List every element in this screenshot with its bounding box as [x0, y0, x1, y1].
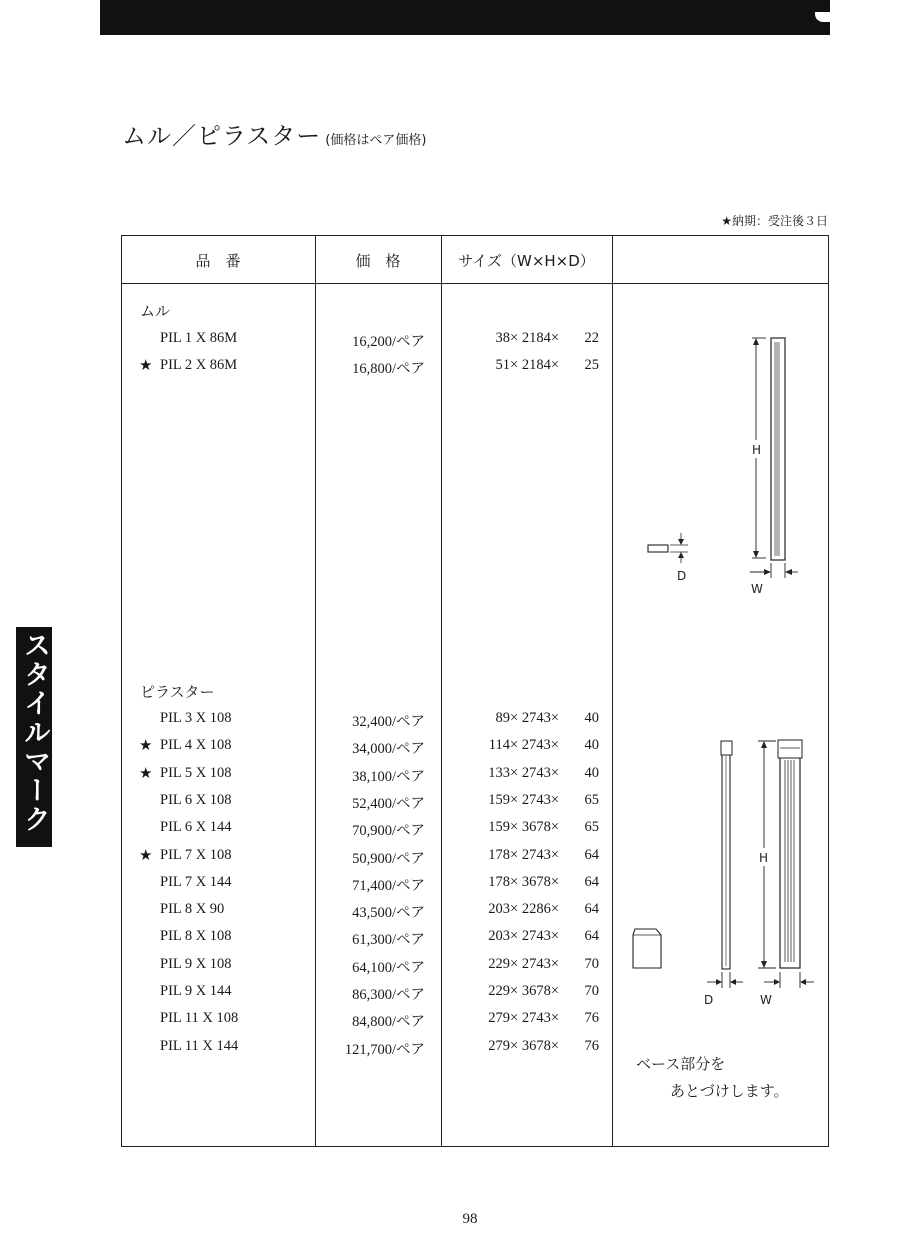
row-size-wh: 203× 2286× — [488, 901, 559, 918]
row-price: 50,900/ペア — [352, 850, 425, 867]
row-size-wh: 114× 2743× — [488, 737, 559, 754]
row-size-d: 64 — [584, 928, 599, 945]
table-row — [121, 927, 611, 954]
row-price: 71,400/ペア — [352, 877, 425, 894]
side-tab-label: スタイルマーク — [19, 631, 50, 834]
table-row — [121, 736, 611, 763]
row-size-d: 70 — [584, 955, 599, 972]
row-price: 84,800/ペア — [352, 1014, 425, 1031]
table-row — [121, 846, 611, 873]
header-code: 品 番 — [195, 252, 241, 270]
row-size-d: 64 — [584, 873, 599, 890]
section-label-mull: ムル — [140, 302, 171, 320]
row-star: ★ — [139, 845, 153, 864]
table-row — [121, 873, 611, 900]
row-size-d: 76 — [584, 1037, 599, 1054]
page-title-sub: (価格はペア価格) — [325, 133, 427, 148]
row-code: PIL 2 X 86M — [160, 357, 238, 374]
row-code: PIL 11 X 108 — [160, 1010, 239, 1027]
row-size-d: 40 — [584, 737, 599, 754]
row-size-d: 22 — [584, 330, 599, 346]
section-label-pilaster: ピラスター — [140, 683, 215, 701]
row-price: 64,100/ペア — [352, 959, 425, 976]
row-size-wh: 279× 3678× — [488, 1037, 559, 1054]
row-size-wh: 279× 2743× — [488, 1010, 559, 1027]
row-size-d: 40 — [584, 710, 599, 726]
row-size-d: 40 — [584, 764, 599, 781]
row-code: PIL 6 X 144 — [160, 819, 232, 836]
row-size-d: 25 — [584, 357, 599, 374]
row-code: PIL 3 X 108 — [160, 710, 232, 726]
row-star: ★ — [139, 736, 153, 755]
base-note-line1: ベース部分を — [636, 1055, 726, 1073]
row-size-wh: 229× 3678× — [488, 983, 559, 999]
row-size-wh: 178× 3678× — [488, 873, 559, 890]
pilaster-w-label: W — [760, 993, 772, 1007]
row-price: 38,100/ペア — [352, 768, 425, 785]
base-note-line2: あとづけします。 — [670, 1082, 789, 1100]
header-price: 価 格 — [355, 252, 401, 270]
row-code: PIL 1 X 86M — [160, 330, 238, 346]
row-price: 86,300/ペア — [352, 987, 425, 1003]
row-code: PIL 4 X 108 — [160, 737, 232, 754]
top-black-bar — [100, 0, 830, 35]
row-code: PIL 9 X 108 — [160, 955, 232, 972]
page-title — [122, 116, 426, 151]
row-price: 34,000/ペア — [352, 741, 425, 758]
row-price: 61,300/ペア — [352, 932, 425, 949]
row-code: PIL 7 X 108 — [160, 846, 232, 863]
row-size-wh: 159× 3678× — [488, 819, 559, 836]
row-code: PIL 8 X 90 — [160, 901, 225, 918]
row-code: PIL 8 X 108 — [160, 928, 232, 945]
row-size-wh: 203× 2743× — [488, 928, 559, 945]
header-size: サイズ（W×H×D） — [458, 252, 595, 270]
page-number: 98 — [462, 1211, 478, 1227]
delivery-note: ★納期：受注後３日 — [721, 214, 828, 228]
mull-d-label: D — [677, 569, 687, 583]
row-size-d: 65 — [584, 819, 599, 836]
row-size-wh: 178× 2743× — [488, 846, 559, 863]
table-row — [121, 329, 611, 356]
row-price: 43,500/ペア — [352, 905, 425, 922]
row-price: 70,900/ペア — [352, 823, 425, 840]
table-row — [121, 1009, 611, 1036]
row-code: PIL 5 X 108 — [160, 764, 232, 781]
row-size-d: 76 — [584, 1010, 599, 1027]
pilaster-h-label: H — [759, 851, 769, 865]
row-size-d: 64 — [584, 846, 599, 863]
table-row — [121, 818, 611, 845]
row-price: 52,400/ペア — [352, 795, 425, 812]
column-divider-size — [612, 235, 613, 1147]
row-size-wh: 133× 2743× — [488, 764, 559, 781]
row-price: 16,800/ペア — [352, 361, 425, 378]
page-title-main: ムル／ピラスター — [122, 122, 322, 150]
mull-w-label: W — [751, 582, 763, 596]
row-code: PIL 9 X 144 — [160, 983, 232, 999]
table-row — [121, 709, 611, 736]
table-row — [121, 955, 611, 982]
table-row — [121, 356, 611, 383]
row-size-wh: 38× 2184× — [495, 330, 559, 346]
row-code: PIL 11 X 144 — [160, 1037, 239, 1054]
row-size-wh: 51× 2184× — [495, 357, 559, 374]
table-row — [121, 791, 611, 818]
row-size-wh: 89× 2743× — [495, 710, 559, 726]
row-code: PIL 6 X 108 — [160, 791, 232, 808]
table-row — [121, 982, 611, 1009]
table-row — [121, 764, 611, 791]
row-size-d: 64 — [584, 901, 599, 918]
pilaster-d-label: D — [704, 993, 714, 1007]
row-size-wh: 159× 2743× — [488, 791, 559, 808]
top-bar-notch — [815, 12, 833, 22]
table-row — [121, 1037, 611, 1064]
row-price: 16,200/ペア — [352, 334, 425, 350]
row-price: 121,700/ペア — [344, 1041, 425, 1058]
header-divider — [121, 283, 829, 284]
row-star: ★ — [139, 763, 153, 782]
row-star: ★ — [139, 356, 153, 375]
mull-h-label: H — [752, 443, 762, 457]
row-code: PIL 7 X 144 — [160, 873, 232, 890]
row-size-d: 70 — [584, 983, 599, 999]
table-row — [121, 900, 611, 927]
row-size-d: 65 — [584, 791, 599, 808]
row-price: 32,400/ペア — [352, 714, 425, 730]
row-size-wh: 229× 2743× — [488, 955, 559, 972]
